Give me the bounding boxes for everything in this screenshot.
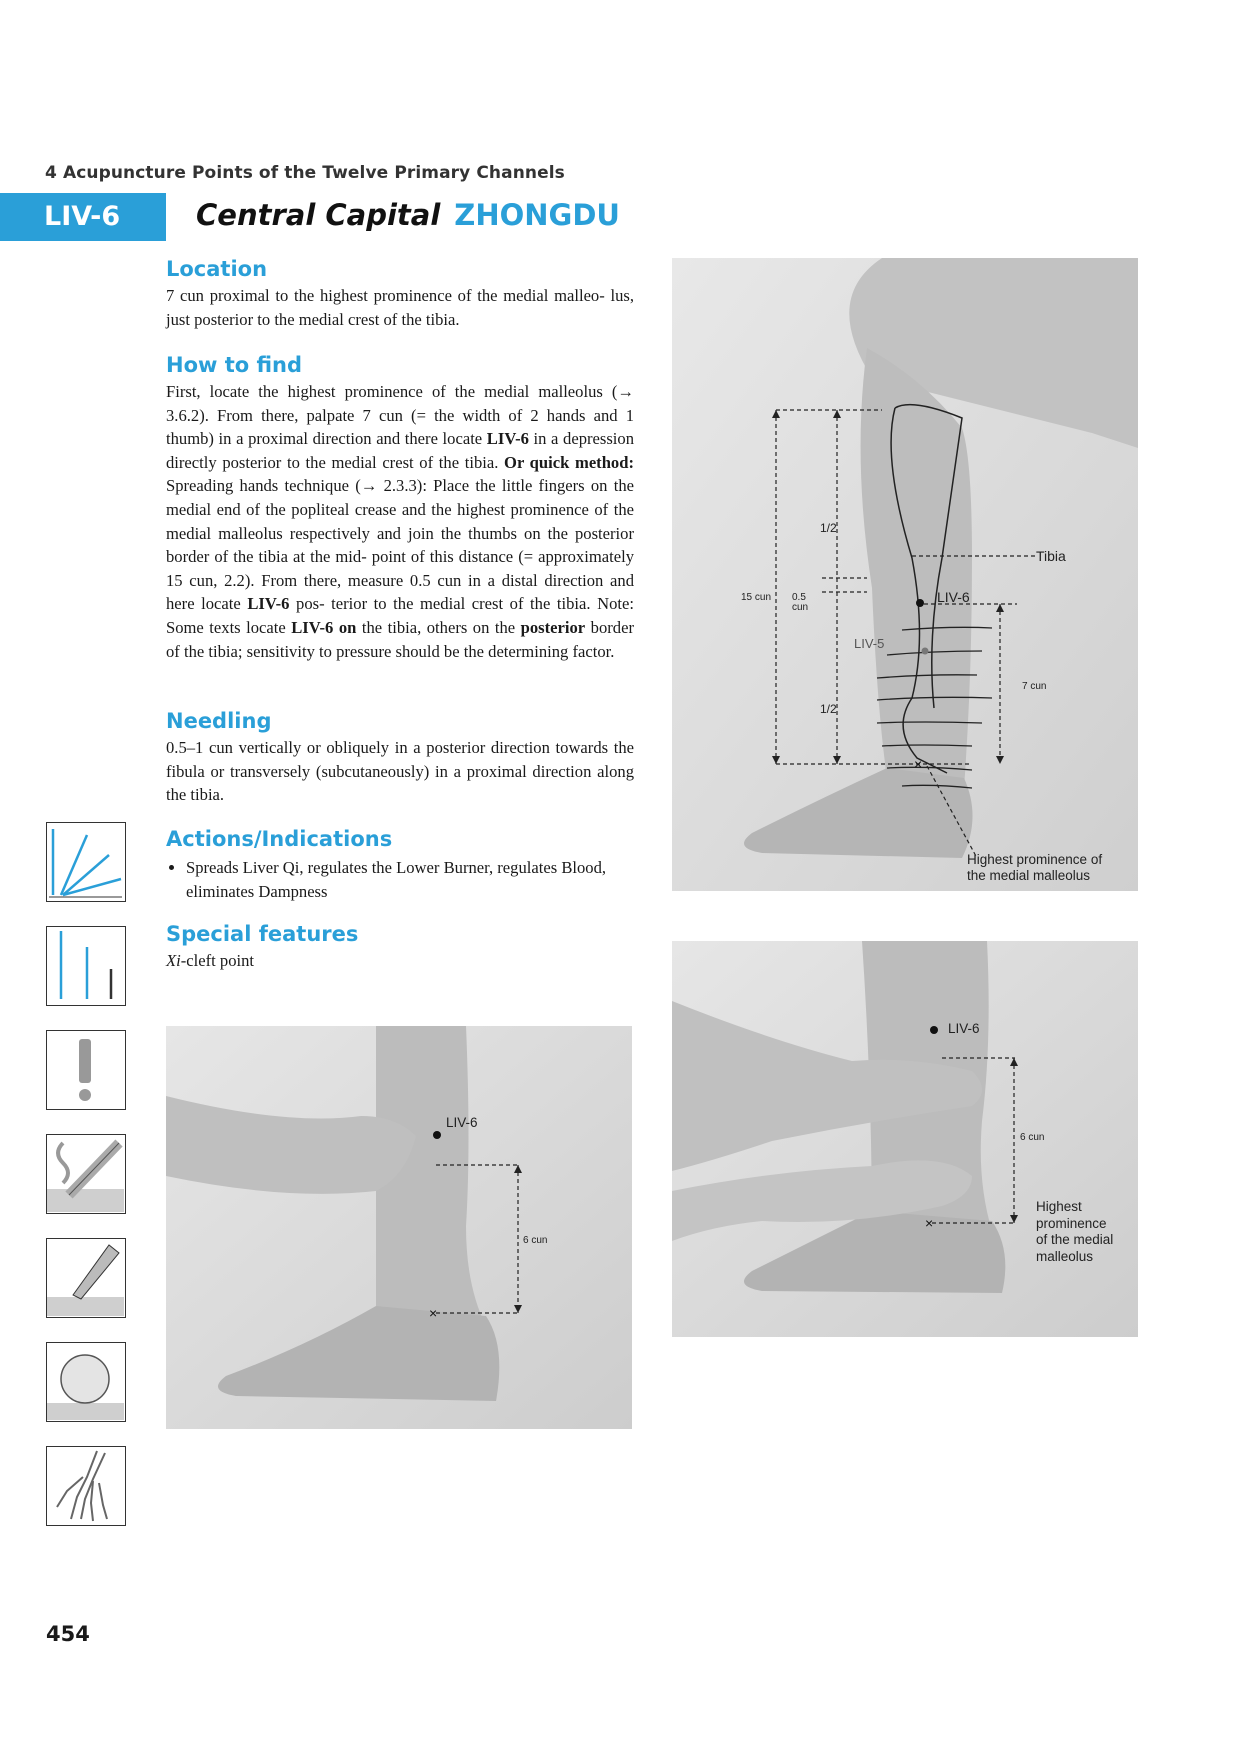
fifteen-cun-label: 15 cun <box>741 592 772 603</box>
svg-text:×: × <box>429 1305 438 1321</box>
liv6-point-marker <box>930 1026 938 1034</box>
cupping-icon <box>46 1342 126 1422</box>
leg-measure-photo-right <box>672 941 1138 1337</box>
bloodletting-icon <box>46 1238 126 1318</box>
how-to-find-section <box>166 352 634 663</box>
leg-diagram-drawing <box>672 258 1138 891</box>
actions-heading: Actions/Indications <box>166 827 393 851</box>
caution-icon <box>46 1030 126 1110</box>
six-cun-label: 6 cun <box>523 1235 548 1246</box>
liv6-point-marker <box>433 1131 441 1139</box>
location-section <box>166 256 634 331</box>
location-heading: Location <box>166 257 268 281</box>
tibia-label: Tibia <box>1036 548 1066 564</box>
needle-types-icon <box>46 926 126 1006</box>
needling-text: 0.5–1 cun vertically or obliquely in a posterior direction towards the fibula or transversely (subcutaneously) in a proximal direction along the tibia. <box>166 738 634 805</box>
chapter-heading: 4 Acupuncture Points of the Twelve Primary Channels <box>45 163 565 183</box>
six-cun-label: 6 cun <box>1020 1132 1045 1143</box>
special-features-text: Xi-cleft point <box>166 951 255 970</box>
svg-text:×: × <box>925 1215 934 1231</box>
malleolus-label: Highest prominence of the medial malleolus <box>1036 1199 1114 1264</box>
location-text: 7 cun proximal to the highest prominence of the medial malleo- lus, just posterior to the medial crest of the tibia. <box>166 286 634 329</box>
seven-cun-label: 7 cun <box>1022 681 1047 692</box>
leg-measure-left-drawing <box>166 1026 632 1429</box>
needle-angles-icon <box>46 822 126 902</box>
half-label-lower: 1/2 <box>820 702 837 716</box>
title-chinese: ZHONGDU <box>454 198 620 232</box>
point-code-tab: LIV-6 <box>0 193 166 241</box>
liv6-label: LIV-6 <box>948 1021 980 1036</box>
special-features-heading: Special features <box>166 922 359 946</box>
title-english: Central Capital <box>196 198 441 232</box>
liv5-label: LIV-5 <box>854 636 885 651</box>
half-label-upper: 1/2 <box>820 521 837 535</box>
page-number: 454 <box>46 1622 90 1646</box>
list-item: • Spreads Liver Qi, regulates the Lower Burner, regulates Blood, eliminates Dampness <box>186 856 634 903</box>
half-cun-value-label: 0.5 <box>792 592 806 603</box>
liv5-point-marker <box>922 648 929 655</box>
half-cun-unit-label: cun <box>792 602 809 613</box>
liv6-label: LIV-6 <box>937 589 970 605</box>
leg-diagram-photo <box>672 258 1138 891</box>
how-to-find-text: First, locate the highest prominence of the medial malleolus (→ 3.6.2). From there, palpate 7 cun (= the width of 2 hands and 1 thumb) in a proximal direction and there locate LIV-6 in a depression directly posterior to the medial crest of the tibia. Or quick method: Spreading hands technique (→ 2.3.3): Place the little fingers on the medial end of the popliteal crease and the highest prominence of the medial malleolus respectively and join the thumbs on the posterior border of the tibia at the mid- point of this distance (= approximately 15 cun, 2.2). From there, measure 0.5 cun in a distal direction and here locate LIV-6 pos- terior to the medial crest of the tibia. Note: Some texts locate LIV-6 on the tibia, others on the posterior border of the tibia; sensitivity to pressure should be the determining factor. <box>166 382 635 661</box>
actions-section <box>166 826 634 903</box>
leg-measure-right-drawing <box>672 941 1138 1337</box>
svg-text:×: × <box>914 756 923 772</box>
needling-heading: Needling <box>166 709 272 733</box>
moxibustion-icon <box>46 1134 126 1214</box>
point-title <box>196 198 620 232</box>
leg-measure-photo-left <box>166 1026 632 1429</box>
actions-list <box>166 856 634 903</box>
special-features-section <box>166 921 634 973</box>
liv6-point-marker <box>916 599 924 607</box>
needling-section <box>166 708 634 807</box>
how-to-find-heading: How to find <box>166 353 303 377</box>
malleolus-label: Highest prominence of the medial malleolus <box>967 852 1103 883</box>
hand-skeleton-icon <box>46 1446 126 1526</box>
liv6-label: LIV-6 <box>446 1115 478 1130</box>
